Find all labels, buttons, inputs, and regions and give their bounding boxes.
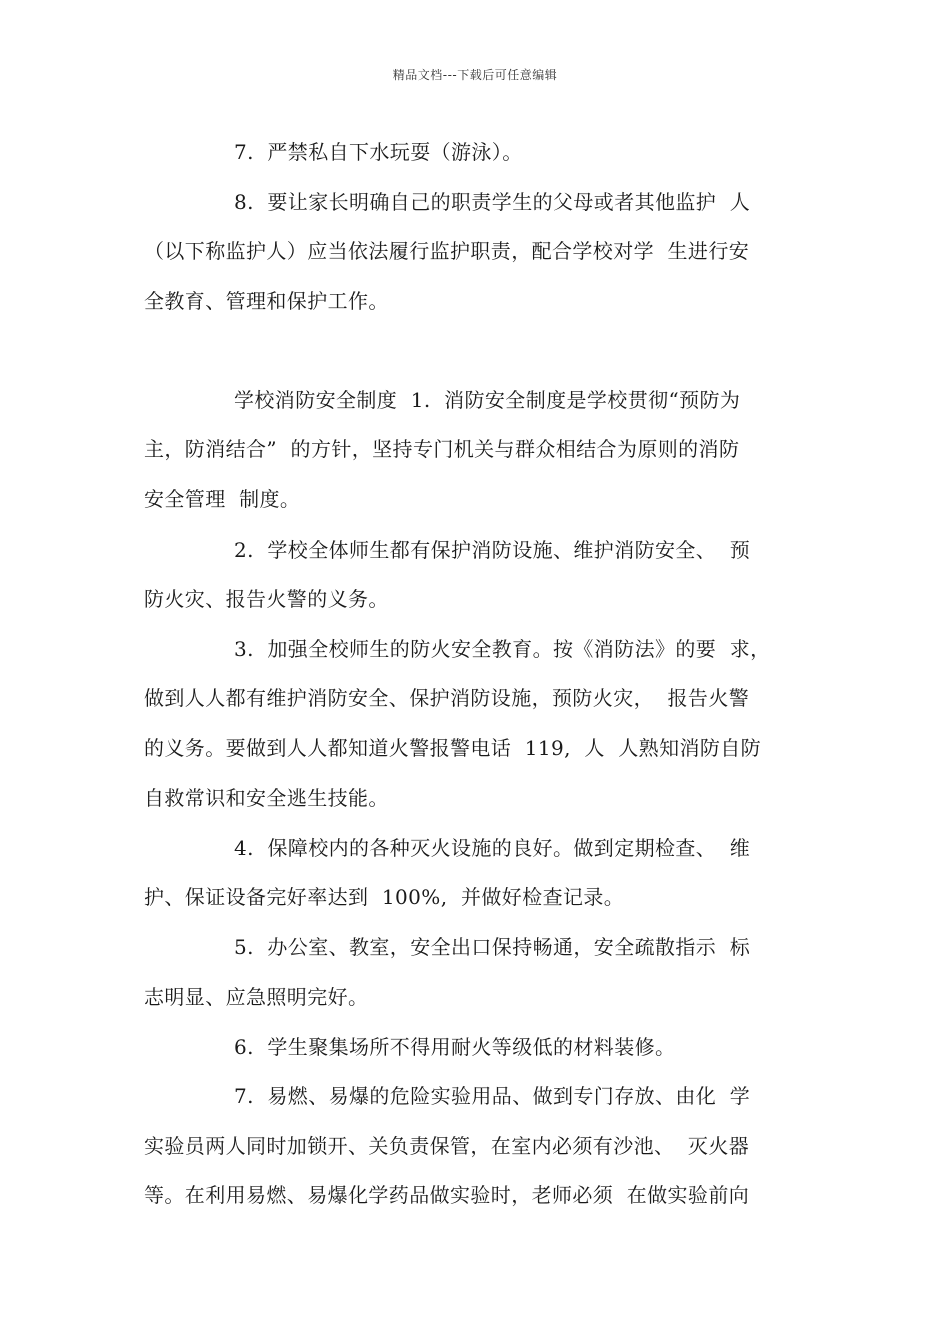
text-line-4: 全教育、管理和保护工作。 xyxy=(144,289,389,313)
text-line-6: 主，防消结合” 的方针，坚持专门机关与群众相结合为原则的消防 xyxy=(144,437,740,461)
text-line-1: 7. 严禁私自下水玩耍（游泳）。 xyxy=(234,140,523,164)
text-line-8: 2. 学校全体师生都有保护消防设施、维护消防安全、 预 xyxy=(234,538,751,562)
text-line-3: （以下称监护人）应当依法履行监护职责，配合学校对学 生进行安 xyxy=(144,239,750,263)
text-line-19: 7. 易燃、易爆的危险实验用品、做到专门存放、由化 学 xyxy=(234,1084,751,1108)
text-line-9: 防火灾、报告火警的义务。 xyxy=(144,587,389,611)
text-line-10: 3. 加强全校师生的防火安全教育。按《消防法》的要 求， xyxy=(234,637,771,661)
text-line-5: 学校消防安全制度 1. 消防安全制度是学校贯彻“预防为 xyxy=(234,388,741,412)
text-line-13: 自救常识和安全逃生技能。 xyxy=(144,786,389,810)
text-line-20: 实验员两人同时加锁开、关负责保管，在室内必须有沙池、 灭火器 xyxy=(144,1134,750,1158)
page-header: 精品文档---下载后可任意编辑 xyxy=(392,68,558,82)
text-line-2: 8. 要让家长明确自己的职责学生的父母或者其他监护 人 xyxy=(234,190,751,214)
text-line-12: 的义务。要做到人人都知道火警报警电话 119, 人 人熟知消防自防 xyxy=(144,736,762,760)
text-line-15: 护、保证设备完好率达到 100%, 并做好检查记录。 xyxy=(144,885,625,909)
text-line-17: 志明显、应急照明完好。 xyxy=(144,985,369,1009)
text-line-18: 6. 学生聚集场所不得用耐火等级低的材料装修。 xyxy=(234,1035,676,1059)
text-line-21: 等。在利用易燃、易爆化学药品做实验时，老师必须 在做实验前向 xyxy=(144,1183,750,1207)
text-line-7: 安全管理 制度。 xyxy=(144,487,301,511)
text-line-11: 做到人人都有维护消防安全、保护消防设施，预防火灾， 报告火警 xyxy=(144,686,750,710)
text-line-14: 4. 保障校内的各种灭火设施的良好。做到定期检查、 维 xyxy=(234,836,751,860)
text-line-16: 5. 办公室、教室，安全出口保持畅通，安全疏散指示 标 xyxy=(234,935,751,959)
